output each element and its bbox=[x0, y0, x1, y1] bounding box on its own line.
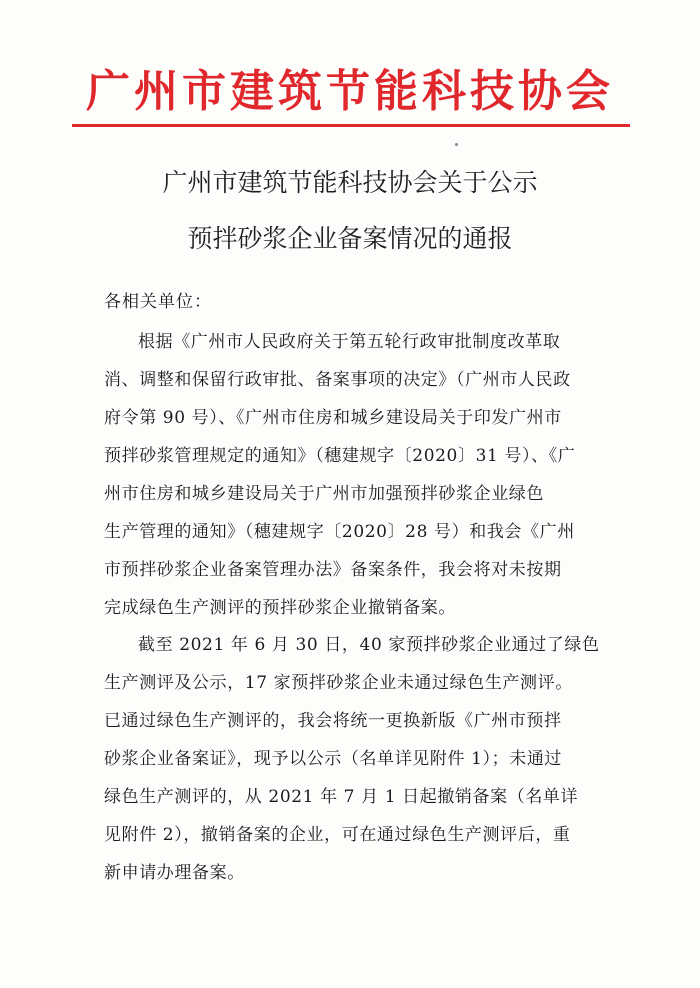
paragraph-line: 根据《广州市人民政府关于第五轮行政审批制度改革取 bbox=[138, 332, 561, 352]
paragraph-line: 截至 2021 年 6 月 30 日，40 家预拌砂浆企业通过了绿色 bbox=[138, 635, 600, 655]
paragraph-1 bbox=[104, 323, 604, 627]
paragraph-line: 生产管理的通知》（穗建规字〔2020〕28 号）和我会《广州 bbox=[104, 522, 575, 542]
paragraph-2 bbox=[104, 626, 604, 892]
paragraph-line: 市预拌砂浆企业备案管理办法》备案条件，我会将对未按期 bbox=[104, 560, 562, 580]
paragraph-line: 砂浆企业备案证》，现予以公示（名单详见附件 1）；未通过 bbox=[104, 749, 563, 769]
paragraph-line: 生产测评及公示，17 家预拌砂浆企业未通过绿色生产测评。 bbox=[104, 673, 573, 693]
letterhead-org-name: 广州市建筑节能科技协会 bbox=[86, 66, 614, 117]
letterhead-red-rule bbox=[72, 124, 630, 127]
document-title-line-1: 广州市建筑节能科技协会关于公示 bbox=[162, 168, 538, 197]
document-title-line-2: 预拌砂浆企业备案情况的通报 bbox=[187, 224, 513, 253]
paragraph-line: 州市住房和城乡建设局关于广州市加强预拌砂浆企业绿色 bbox=[104, 484, 544, 504]
paragraph-line: 完成绿色生产测评的预拌砂浆企业撤销备案。 bbox=[104, 598, 456, 618]
paragraph-line: 新申请办理备案。 bbox=[104, 863, 245, 883]
salutation: 各相关单位： bbox=[104, 292, 212, 312]
paragraph-line: 府令第 90 号）、《广州市住房和城乡建设局关于印发广州市 bbox=[104, 408, 562, 428]
scan-speck bbox=[455, 143, 458, 146]
paragraph-line: 预拌砂浆管理规定的通知》（穗建规字〔2020〕31 号）、《广 bbox=[104, 446, 576, 466]
paragraph-line: 已通过绿色生产测评的，我会将统一更换新版《广州市预拌 bbox=[104, 711, 562, 731]
paragraph-line: 见附件 2），撤销备案的企业，可在通过绿色生产测评后，重 bbox=[104, 825, 571, 845]
paragraph-line: 消、调整和保留行政审批、备案事项的决定》（广州市人民政 bbox=[104, 370, 571, 390]
paragraph-line: 绿色生产测评的，从 2021 年 7 月 1 日起撤销备案（名单详 bbox=[104, 787, 579, 807]
